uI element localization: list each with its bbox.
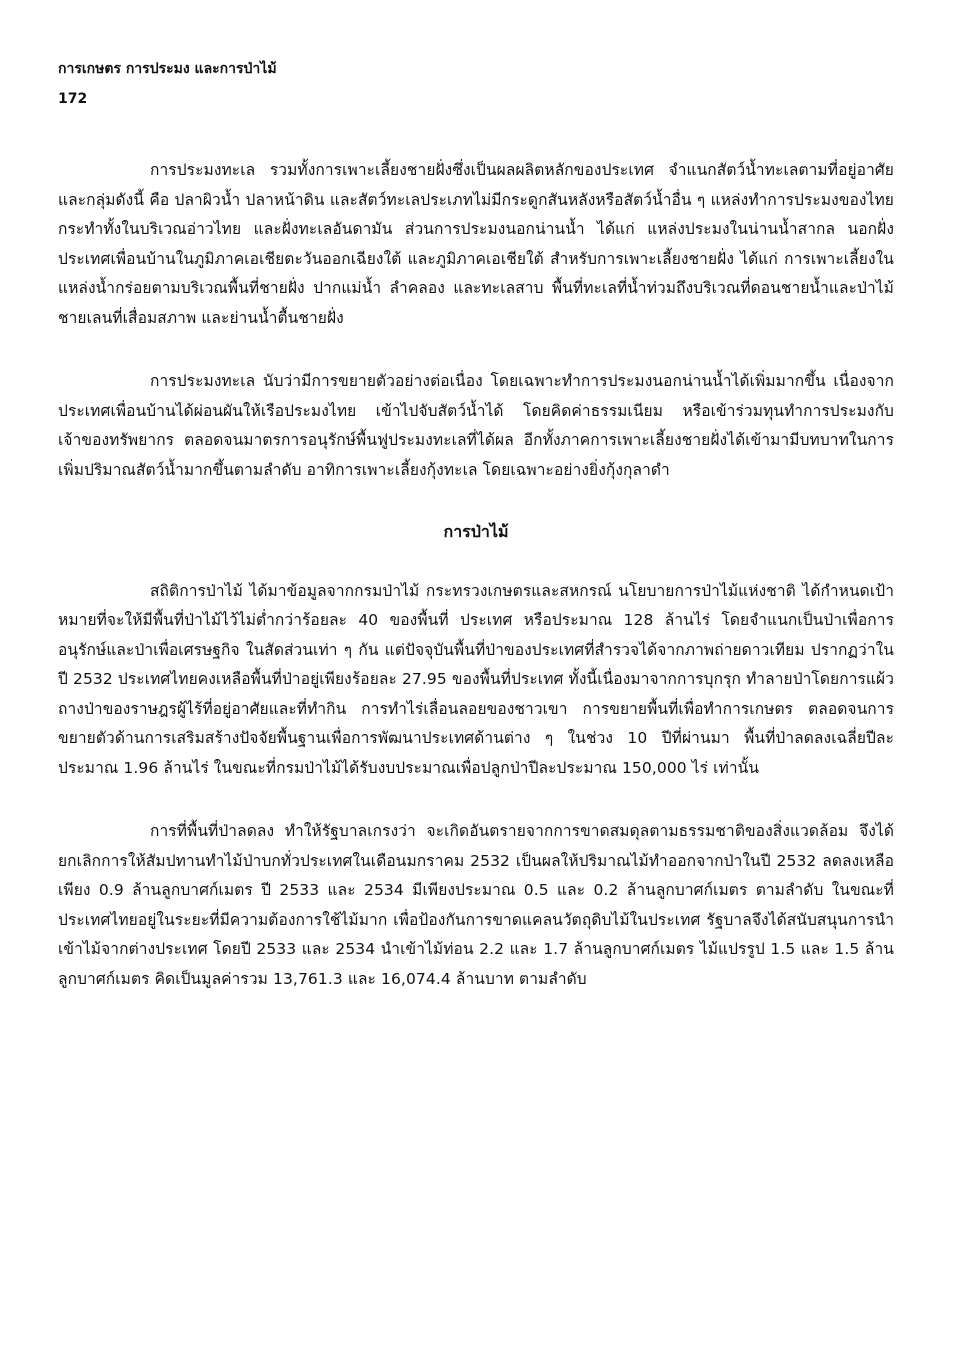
section-heading-forestry: การป่าไม้ xyxy=(443,522,509,541)
page-number: 172 xyxy=(58,91,88,107)
paragraph-forest-decline: การที่พื้นที่ป่าลดลง ทำให้รัฐบาลเกรงว่า จะเกิดอันตรายจากการขาดสมดุลตามธรรมชาติของสิ่งแวดล้อม จึงได้ยกเลิกการให้สัมปทานทำไม้ป่าบกทั่วประเทศในเดือนมกราคม 2532 เป็นผลให้ปริมาณไม้ทำออกจากป่าในปี 2532 ลดลงเหลือเพียง 0.9 ล้านลูกบาศก์เมตร ปี 2533 และ 2534 มีเพียงประมาณ 0.5 และ 0.2 ล้านลูกบาศก์เมตร ตามลำดับ ในขณะที่ประเทศไทยอยู่ในระยะที่มีความต้องการใช้ไม้มาก เพื่อป้องกันการขาดแคลนวัตถุดิบไม้ในประเทศ รัฐบาลจึงได้สนับสนุนการนำเข้าไม้จากต่างประเทศ โดยปี 2533 และ 2534 นำเข้าไม้ท่อน 2.2 และ 1.7 ล้านลูกบาศก์เมตร ไม้แปรรูป 1.5 และ 1.5 ล้านลูกบาศก์เมตร คิดเป็นมูลค่ารวม 13,761.3 และ 16,074.4 ล้านบาท ตามลำดับ xyxy=(58,822,894,988)
paragraph-spacer xyxy=(58,783,894,817)
paragraph-spacer xyxy=(58,485,894,517)
paragraph-forestry-statistics: สถิติการป่าไม้ ได้มาข้อมูลจากกรมป่าไม้ กระทรวงเกษตรและสหกรณ์ นโยบายการป่าไม้แห่งชาติ ได้กำหนดเป้าหมายที่จะให้มีพื้นที่ป่าไม้ไว้ไม่ต่ำกว่าร้อยละ 40 ของพื้นที่ ประเทศ หรือประมาณ 128 ล้านไร่ โดยจำแนกเป็นป่าเพื่อการอนุรักษ์และป่าเพื่อเศรษฐกิจ ในสัดส่วนเท่า ๆ กัน แต่ปัจจุบันพื้นที่ป่าของประเทศที่สำรวจได้จากภาพถ่ายดาวเทียม ปรากฏว่าในปี 2532 ประเทศไทยคงเหลือพื้นที่ป่าอยู่เพียงร้อยละ 27.95 ของพื้นที่ประเทศ ทั้งนี้เนื่องมาจากการบุกรุก ทำลายป่าโดยการแผ้วถางป่าของราษฎรผู้ไร้ที่อยู่อาศัยและที่ทำกิน การทำไร่เลื่อนลอยของชาวเขา การขยายพื้นที่เพื่อทำการเกษตร ตลอดจนการขยายตัวด้านการเสริมสร้างปัจจัยพื้นฐานเพื่อการพัฒนาประเทศด้านต่าง ๆ ในช่วง 10 ปีที่ผ่านมา พื้นที่ป่าลดลงเฉลี่ยปีละประมาณ 1.96 ล้านไร่ ในขณะที่กรมป่าไม้ได้รับงบประมาณเพื่อปลูกป่าปีละประมาณ 150,000 ไร่ เท่านั้น xyxy=(58,581,894,777)
paragraph-spacer xyxy=(58,333,894,367)
paragraph-fishery-expansion: การประมงทะเล นับว่ามีการขยายตัวอย่างต่อเนื่อง โดยเฉพาะทำการประมงนอกน่านน้ำได้เพิ่มมากขึ้น เนื่องจากประเทศเพื่อนบ้านได้ผ่อนผันให้เรือประมงไทย เข้าไปจับสัตว์น้ำได้ โดยคิดค่าธรรมเนียม หรือเข้าร่วมทุนทำการประมงกับเจ้าของทรัพยากร ตลอดจนมาตรการอนุรักษ์พื้นฟูประมงทะเลที่ได้ผล อีกทั้งภาคการเพาะเลี้ยงชายฝั่งได้เข้ามามีบทบาทในการเพิ่มปริมาณสัตว์น้ำมากขึ้นตามลำดับ อาทิการเพาะเลี้ยงกุ้งทะเล โดยเฉพาะอย่างยิ่งกุ้งกุลาดำ xyxy=(58,372,894,479)
paragraph-spacer xyxy=(58,547,894,577)
running-header-title: การเกษตร การประมง และการป่าไม้ xyxy=(58,61,277,77)
paragraph-marine-fishery: การประมงทะเล รวมทั้งการเพาะเลี้ยงชายฝั่งซึ่งเป็นผลผลิตหลักของประเทศ จำแนกสัตว์น้ำทะเลตามที่อยู่อาศัย และกลุ่มดังนี้ คือ ปลาผิวน้ำ ปลาหน้าดิน และสัตว์ทะเลประเภทไม่มีกระดูกสันหลังหรือสัตว์น้ำอื่น ๆ แหล่งทำการประมงของไทยกระทำทั้งในบริเวณอ่าวไทย และฝั่งทะเลอันดามัน ส่วนการประมงนอกน่านน้ำ ได้แก่ แหล่งประมงในน่านน้ำสากล นอกฝั่งประเทศเพื่อนบ้านในภูมิภาคเอเชียตะวันออกเฉียงใต้ และภูมิภาคเอเชียใต้ สำหรับการเพาะเลี้ยงชายฝั่ง ได้แก่ การเพาะเลี้ยงในแหล่งน้ำกร่อยตามบริเวณพื้นที่ชายฝั่ง ปากแม่น้ำ ลำคลอง และทะเลสาบ พื้นที่ทะเลที่น้ำท่วมถึงบริเวณที่ดอนชายน้ำและป่าไม้ชายเลนที่เสื่อมสภาพ และย่านน้ำตื้นชายฝั่ง xyxy=(58,161,894,327)
body-text xyxy=(58,156,894,994)
